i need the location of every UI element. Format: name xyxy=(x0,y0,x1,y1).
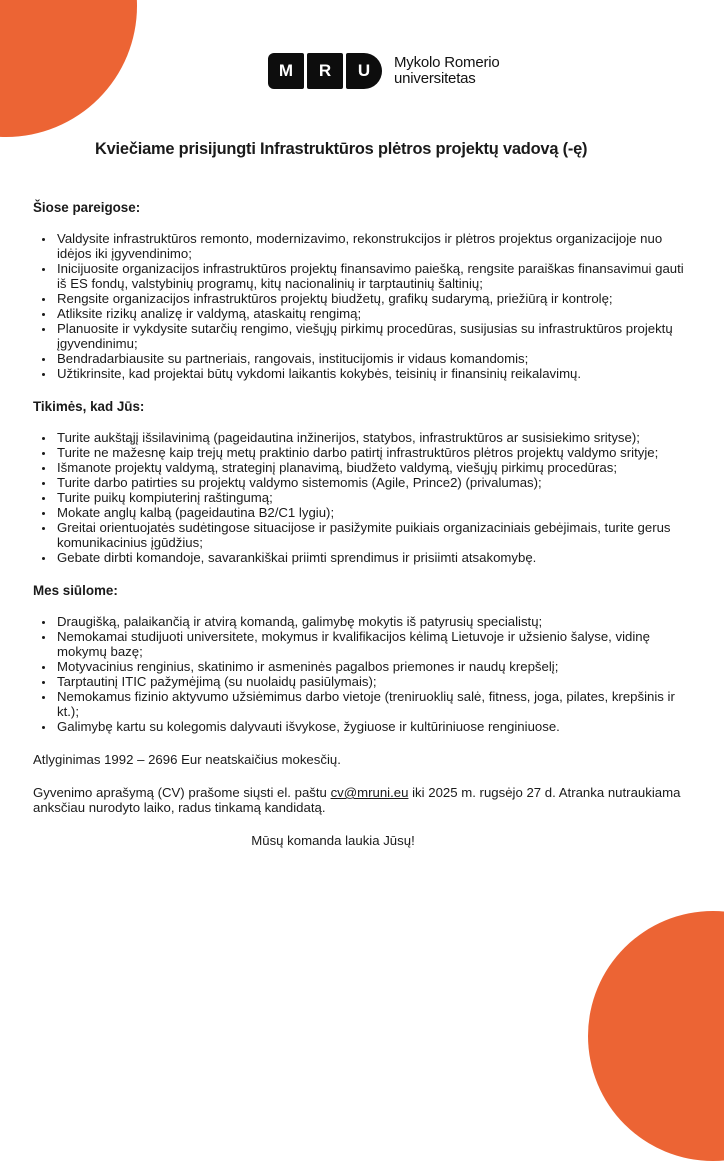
list-item: • Turite darbo patirties su projektų valdymo sistemomis (Agile, Prince2) (privalumas); xyxy=(55,475,693,490)
list-item: • Atliksite rizikų analizę ir valdymą, ataskaitų rengimą; xyxy=(55,306,693,321)
closing-text: Mūsų komanda laukia Jūsų! xyxy=(251,833,415,848)
list-item: • Nemokamai studijuoti universitete, mokymus ir kvalifikacijos kėlimą Lietuvoje ir užsienio šalyse, vidinę mokymų bazę; xyxy=(55,629,693,659)
list-item: • Galimybę kartu su kolegomis dalyvauti išvykose, žygiuose ir kultūriniuose renginiuose. xyxy=(55,719,693,734)
list-item: • Planuosite ir vykdysite sutarčių rengimo, viešųjų pirkimų procedūras, susijusias su infrastruktūros projektų įgyvendinimu; xyxy=(55,321,693,351)
decorative-circle-bottom xyxy=(588,911,724,1161)
page-title: Kviečiame prisijungti Infrastruktūros plėtros projektų vadovą (-ę) xyxy=(95,140,588,158)
list-item: • Turite ne mažesnę kaip trejų metų praktinio darbo patirtį infrastruktūros plėtros projektų valdymo srityje; xyxy=(55,445,693,460)
logo-letter-m: M xyxy=(268,53,304,89)
job-description xyxy=(33,200,693,848)
list-item: • Išmanote projektų valdymą, strateginį planavimą, biudžeto valdymą, viešųjų pirkimų procedūras; xyxy=(55,460,693,475)
university-logo xyxy=(268,53,500,89)
section-offer xyxy=(33,583,693,734)
section-title: Šiose pareigose: xyxy=(33,200,141,215)
requirements-list xyxy=(33,430,693,565)
list-item: • Užtikrinsite, kad projektai būtų vykdomi laikantis kokybės, teisinių ir finansinių reikalavimų. xyxy=(55,366,693,381)
list-item: • Turite aukštąjį išsilavinimą (pageidautina inžinerijos, statybos, infrastruktūros ar susisiekimo srityse); xyxy=(55,430,693,445)
logo-name-line1: Mykolo Romerio xyxy=(394,54,500,71)
cv-text-after: iki 2025 m. rugsėjo 27 d. Atranka nutraukiama anksčiau nurodyto laiko, radus tinkamą kandidatą. xyxy=(33,785,681,815)
responsibilities-list xyxy=(33,231,693,381)
list-item: • Greitai orientuojatės sudėtingose situacijose ir pasižymite puikiais organizaciniais gebėjimais, turite gerus komunikacinius įgūdžius; xyxy=(55,520,693,550)
list-item: • Gebate dirbti komandoje, savarankiškai priimti sprendimus ir prisiimti atsakomybę. xyxy=(55,550,693,565)
logo-name-line2: universitetas xyxy=(394,70,476,87)
list-item: • Draugišką, palaikančią ir atvirą komandą, galimybę mokytis iš patyrusių specialistų; xyxy=(55,614,693,629)
section-responsibilities xyxy=(33,200,693,381)
section-title: Mes siūlome: xyxy=(33,583,118,598)
section-requirements xyxy=(33,399,693,565)
offer-list xyxy=(33,614,693,734)
decorative-circle-top xyxy=(0,0,137,137)
list-item: • Valdysite infrastruktūros remonto, modernizavimo, rekonstrukcijos ir plėtros projektus organizacijoje nuo idėjos iki įgyvendinimo; xyxy=(55,231,693,261)
cv-instructions xyxy=(33,785,693,815)
list-item: • Nemokamus fizinio aktyvumo užsiėmimus darbo vietoje (treniruoklių salė, fitness, joga, pilates, krepšinis ir kt.); xyxy=(55,689,693,719)
list-item: • Tarptautinį ITIC pažymėjimą (su nuolaidų pasiūlymais); xyxy=(55,674,693,689)
list-item: • Inicijuosite organizacijos infrastruktūros projektų finansavimo paiešką, rengsite paraiškas finansavimui gauti iš ES fondų, valstybinių programų, kitų nacionalinių ir tarptautinių šaltinių; xyxy=(55,261,693,291)
list-item: • Bendradarbiausite su partneriais, rangovais, institucijomis ir vidaus komandomis; xyxy=(55,351,693,366)
salary-text: Atlyginimas 1992 – 2696 Eur neatskaičius mokesčių. xyxy=(33,752,341,767)
cv-text-before: Gyvenimo aprašymą (CV) prašome siųsti el. paštu xyxy=(33,785,331,800)
logo-name xyxy=(394,55,500,87)
list-item: • Mokate anglų kalbą (pageidautina B2/C1 lygiu); xyxy=(55,505,693,520)
logo-letter-r: R xyxy=(307,53,343,89)
logo-letter-u: U xyxy=(346,53,382,89)
list-item: • Rengsite organizacijos infrastruktūros projektų biudžetų, grafikų sudarymą, priežiūrą ir kontrolę; xyxy=(55,291,693,306)
list-item: • Turite puikų kompiuterinį raštingumą; xyxy=(55,490,693,505)
cv-email-link[interactable]: cv@mruni.eu xyxy=(330,785,409,800)
list-item: • Motyvacinius renginius, skatinimo ir asmeninės pagalbos priemones ir naudų krepšelį; xyxy=(55,659,693,674)
section-title: Tikimės, kad Jūs: xyxy=(33,399,145,414)
